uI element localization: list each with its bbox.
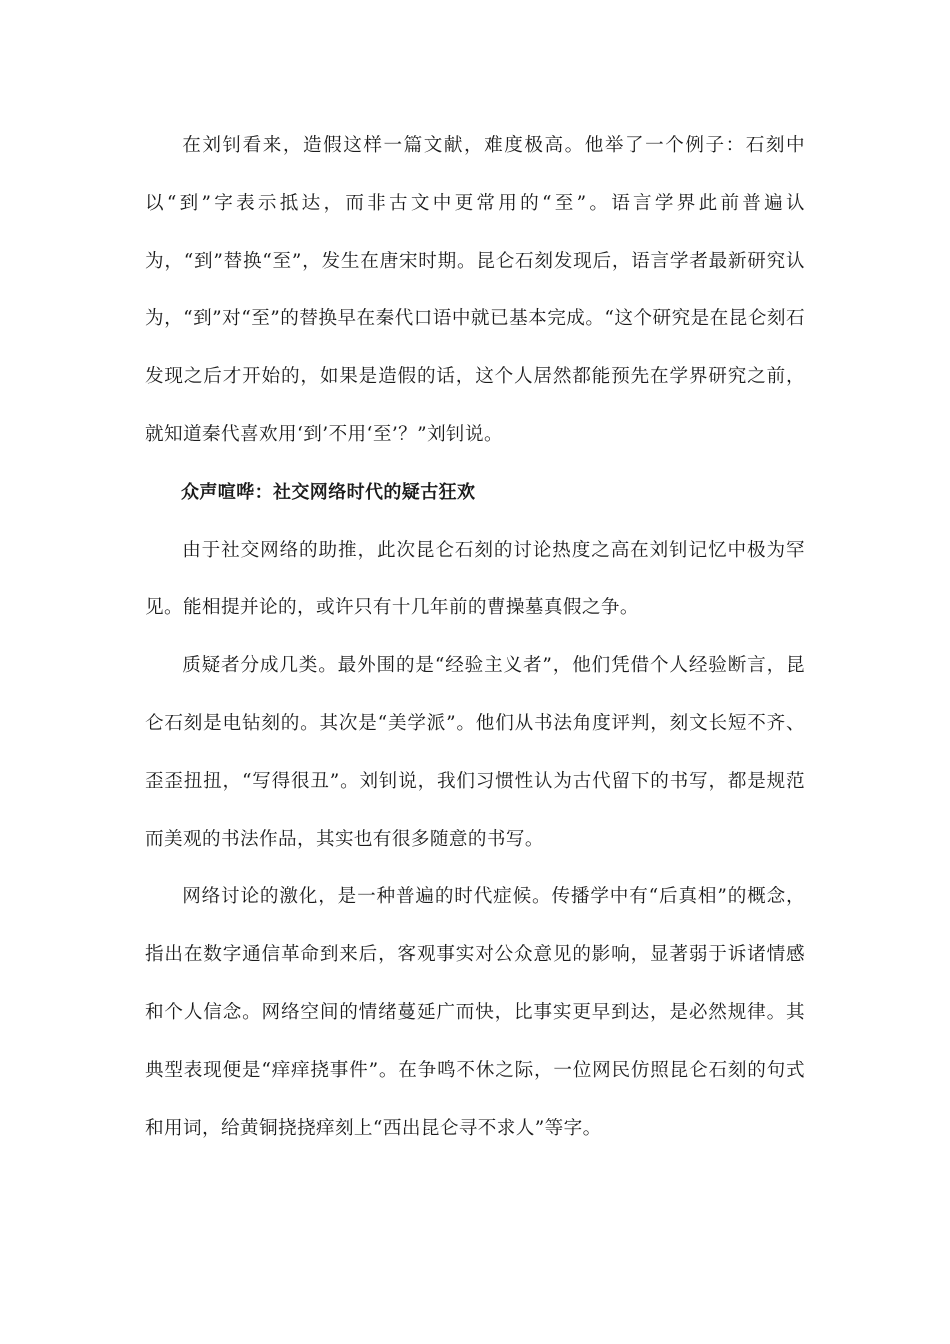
paragraph-4: 网络讨论的激化，是一种普遍的时代症候。传播学中有“后真相”的概念，指出在数字通信革命到来后，客观事实对公众意见的影响，显著弱于诉诸情感和个人信念。网络空间的情绪蔓延广而快，比事实更早到达，是必然规律。其典型表现便是“痒痒挠事件”。在争鸣不休之际，一位网民仿照昆仑石刻的句式和用词，给黄铜挠挠痒刻上“西出昆仑寻不求人”等字。 <box>145 886 805 1139</box>
section-heading: 众声喧哗：社交网络时代的疑古狂欢 <box>181 481 476 503</box>
document-body <box>145 117 805 1157</box>
paragraph-2: 由于社交网络的助推，此次昆仑石刻的讨论热度之高在刘钊记忆中极为罕见。能相提并论的，或许只有十几年前的曹操墓真假之争。 <box>145 539 805 619</box>
paragraph-1: 在刘钊看来，造假这样一篇文献，难度极高。他举了一个例子：石刻中以“到”字表示抵达，而非古文中更常用的“至”。语言学界此前普遍认为，“到”替换“至”，发生在唐宋时期。昆仑石刻发现后，语言学者最新研究认为，“到”对“至”的替换早在秦代口语中就已基本完成。“这个研究是在昆仑刻石发现之后才开始的，如果是造假的话，这个人居然都能预先在学界研究之前，就知道秦代喜欢用‘到’不用‘至’？”刘钊说。 <box>145 135 805 445</box>
paragraph-3: 质疑者分成几类。最外围的是“经验主义者”，他们凭借个人经验断言，昆仑石刻是电钻刻的。其次是“美学派”。他们从书法角度评判，刻文长短不齐、歪歪扭扭，“写得很丑”。刘钊说，我们习惯性认为古代留下的书写，都是规范而美观的书法作品，其实也有很多随意的书写。 <box>145 655 805 850</box>
